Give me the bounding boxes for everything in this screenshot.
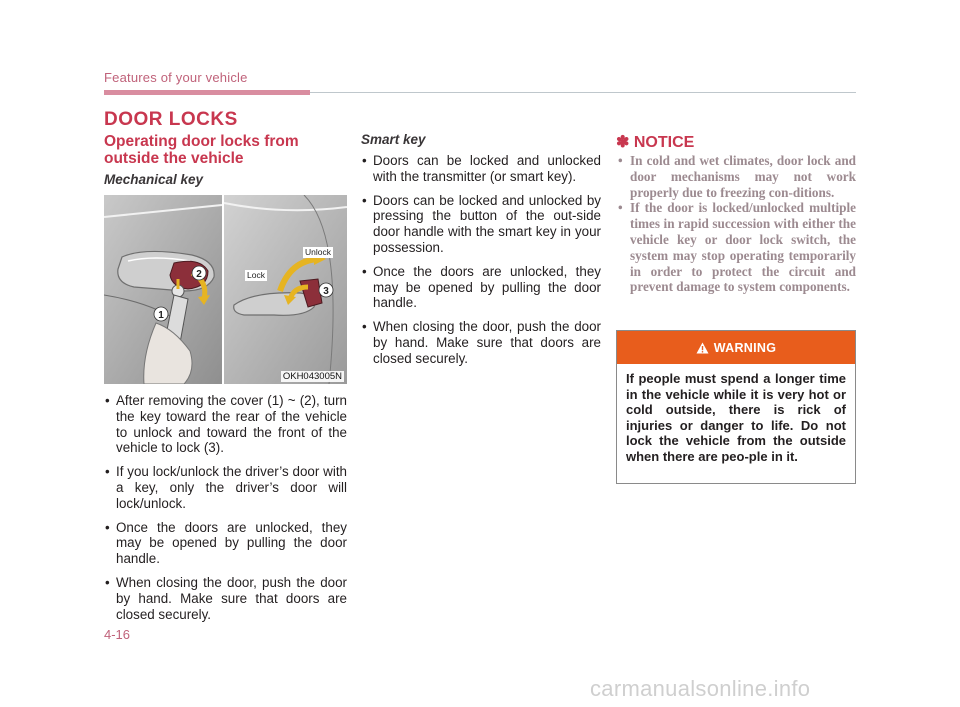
list-item: • In cold and wet climates, door lock and door mechanisms may not work properly due to freezing con-ditions. [616, 153, 856, 200]
list-item: • Once the doors are unlocked, they may be opened by pulling the door handle. [104, 520, 347, 567]
mechanical-key-heading: Mechanical key [104, 172, 204, 187]
door-handle-illustration [104, 195, 347, 384]
warning-box [616, 330, 856, 484]
smart-key-heading: Smart key [361, 132, 426, 147]
notice-list [616, 153, 856, 295]
unlock-label: Unlock [305, 247, 331, 257]
header-rule [310, 92, 856, 93]
watermark: carmanualsonline.info [590, 676, 811, 701]
svg-text:3: 3 [323, 286, 329, 297]
sub-heading: Operating door locks from outside the vehicle [104, 133, 299, 167]
lock-label: Lock [247, 270, 265, 280]
warning-triangle-icon [696, 342, 709, 354]
warning-text: If people must spend a longer time in the vehicle while it is very hot or cold outside, there is rick of injuries or danger to life. Do not lock the vehicle from the outside when there are peo-ple in it. [626, 371, 846, 464]
door-handle-figure [104, 195, 347, 384]
list-item: • Doors can be locked and unlocked with the transmitter (or smart key). [361, 153, 601, 185]
list-item: • If the door is locked/unlocked multiple times in rapid succession with either the vehicle key or door lock switch, the system may stop operating temporarily in order to protect the circuit and prevent damage to system components. [616, 200, 856, 295]
svg-text:2: 2 [196, 269, 202, 280]
header-accent-bar [104, 90, 310, 95]
mechanical-key-bullets [104, 393, 347, 630]
list-item: • When closing the door, push the door by hand. Make sure that doors are closed securely. [361, 319, 601, 366]
list-item: • After removing the cover (1) ~ (2), turn the key toward the rear of the vehicle to unlock and toward the front of the vehicle to lock (3). [104, 393, 347, 456]
list-item: • When closing the door, push the door by hand. Make sure that doors are closed securely. [104, 575, 347, 622]
list-item: • Doors can be locked and unlocked by pressing the button of the out-side door handle with the smart key in your possession. [361, 193, 601, 256]
running-header: Features of your vehicle [104, 70, 248, 85]
svg-text:1: 1 [158, 310, 164, 321]
warning-header [617, 331, 855, 364]
notice-title: ✽ NOTICE [616, 134, 695, 151]
list-item: • If you lock/unlock the driver’s door with a key, only the driver’s door will lock/unlock. [104, 464, 347, 511]
smart-key-bullets [361, 153, 601, 375]
figure-code: OKH043005N [282, 371, 342, 382]
page-number: 4-16 [104, 627, 131, 642]
list-item: • Once the doors are unlocked, they may be opened by pulling the door handle. [361, 264, 601, 311]
warning-label: WARNING [713, 340, 777, 355]
section-title: DOOR LOCKS [104, 109, 238, 130]
